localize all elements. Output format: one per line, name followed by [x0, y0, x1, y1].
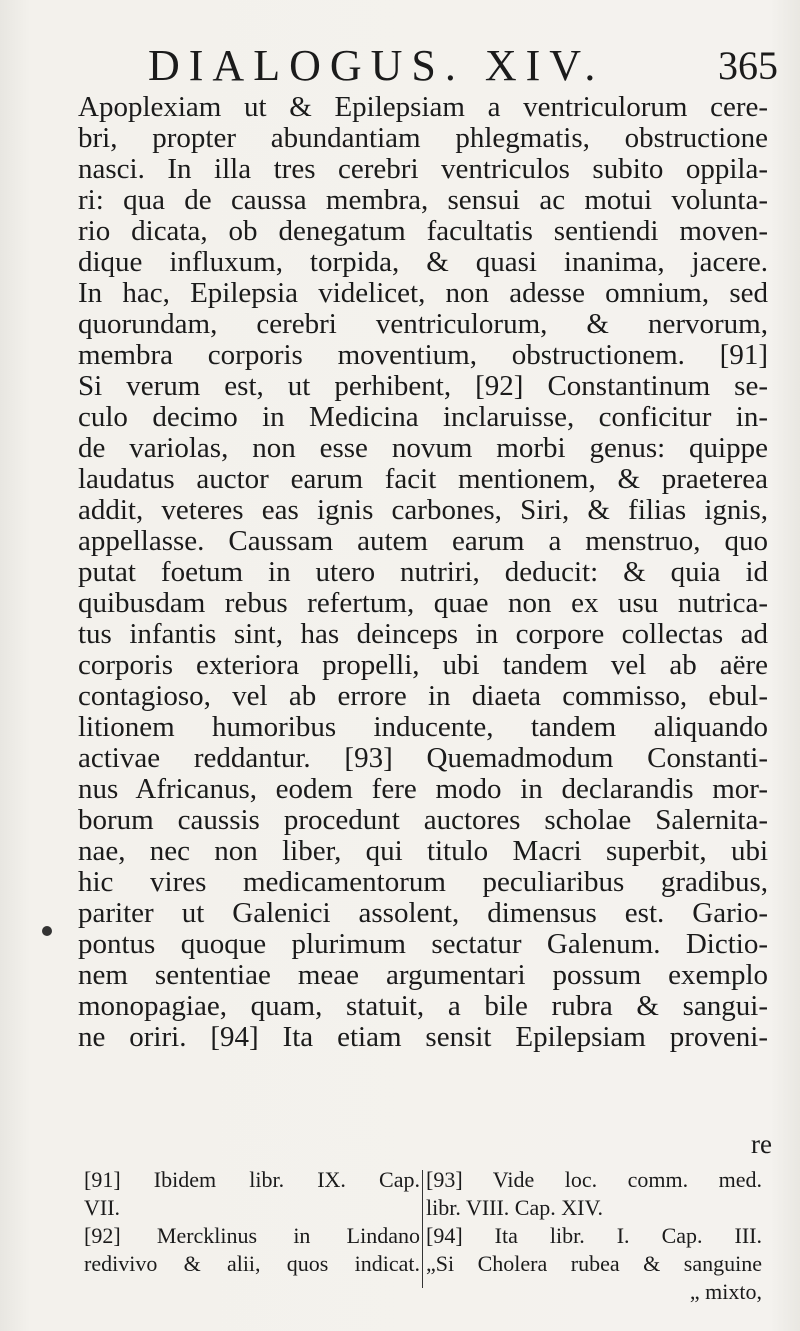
text-line: nasci. In illa tres cerebri ventriculos subito oppila-: [78, 153, 768, 185]
text-line: de variolas, non esse novum morbi genus: quippe: [78, 432, 768, 464]
text-line: nus Africanus, eodem fere modo in declarandis mor-: [78, 773, 768, 805]
text-line: appellasse. Caussam autem earum a menstruo, quo: [78, 525, 768, 557]
margin-dot-icon: [42, 926, 52, 936]
text-line: quibusdam rebus refertum, quae non ex usu nutrica-: [78, 587, 768, 619]
text-line: borum caussis procedunt auctores scholae Salernita-: [78, 804, 768, 836]
footnote-line: „ mixto,: [689, 1279, 762, 1304]
footnote-line: redivivo & alii, quos indicat.: [84, 1251, 420, 1276]
footnote-line: „Si Cholera rubea & sanguine: [426, 1251, 762, 1276]
text-line: laudatus auctor earum facit mentionem, & praeterea: [78, 463, 768, 495]
text-line: monopagiae, quam, statuit, a bile rubra & sangui-: [78, 990, 768, 1022]
running-title: DIALOGUS. XIV.: [148, 41, 605, 90]
footnotes-left-column: [84, 1166, 420, 1278]
footnotes: [84, 1166, 764, 1304]
text-line: corporis exteriora propelli, ubi tandem vel ab aëre: [78, 649, 768, 681]
text-line: quorundam, cerebri ventriculorum, & nervorum,: [78, 308, 768, 340]
footnote-line: [91] Ibidem libr. IX. Cap.: [84, 1167, 420, 1192]
text-line: culo decimo in Medicina inclaruisse, conficitur in-: [78, 401, 768, 433]
text-line: rio dicata, ob denegatum facultatis sentiendi moven-: [78, 215, 768, 247]
text-line: ri: qua de caussa membra, sensui ac motui volunta-: [78, 184, 768, 216]
text-line: tus infantis sint, has deinceps in corpore collectas ad: [78, 618, 768, 650]
footnote-line: [92] Mercklinus in Lindano: [84, 1223, 420, 1248]
text-line: ne oriri. [94] Ita etiam sensit Epilepsiam proveni-: [78, 1021, 768, 1053]
text-line: pariter ut Galenici assolent, dimensus est. Gario-: [78, 897, 768, 929]
text-line: hic vires medicamentorum peculiaribus gradibus,: [78, 866, 768, 898]
text-line: nae, nec non liber, qui titulo Macri superbit, ubi: [78, 835, 768, 867]
page-number: 365: [718, 43, 778, 88]
text-line: putat foetum in utero nutriri, deducit: & quia id: [78, 556, 768, 588]
text-line: addit, veteres eas ignis carbones, Siri, & filias ignis,: [78, 494, 768, 526]
footnote-line: VII.: [84, 1195, 121, 1220]
footnote-line: [93] Vide loc. comm. med.: [426, 1167, 762, 1192]
text-line: contagioso, vel ab errore in diaeta commisso, ebul-: [78, 680, 768, 712]
text-line: Apoplexiam ut & Epilepsiam a ventriculorum cere-: [78, 91, 768, 123]
text-line: bri, propter abundantiam phlegmatis, obstructione: [78, 122, 768, 154]
catchword: re: [751, 1129, 772, 1159]
text-line: dique influxum, torpida, & quasi inanima, jacere.: [78, 246, 768, 278]
body-text: [78, 92, 768, 1053]
page-header: [148, 36, 778, 96]
text-line: activae reddantur. [93] Quemadmodum Constanti-: [78, 742, 768, 774]
text-line: membra corporis moventium, obstructionem. [91]: [78, 339, 768, 371]
footnote-line: [94] Ita libr. I. Cap. III.: [426, 1223, 762, 1248]
text-line: Si verum est, ut perhibent, [92] Constantinum se-: [78, 370, 768, 402]
footnotes-right-column: [426, 1166, 762, 1306]
text-line: litionem humoribus inducente, tandem aliquando: [78, 711, 768, 743]
text-line: nem sententiae meae argumentari possum exemplo: [78, 959, 768, 991]
footnote-line: libr. VIII. Cap. XIV.: [426, 1195, 604, 1220]
text-line: In hac, Epilepsia videlicet, non adesse omnium, sed: [78, 277, 768, 309]
footnote-divider: [422, 1170, 423, 1288]
text-line: pontus quoque plurimum sectatur Galenum. Dictio-: [78, 928, 768, 960]
